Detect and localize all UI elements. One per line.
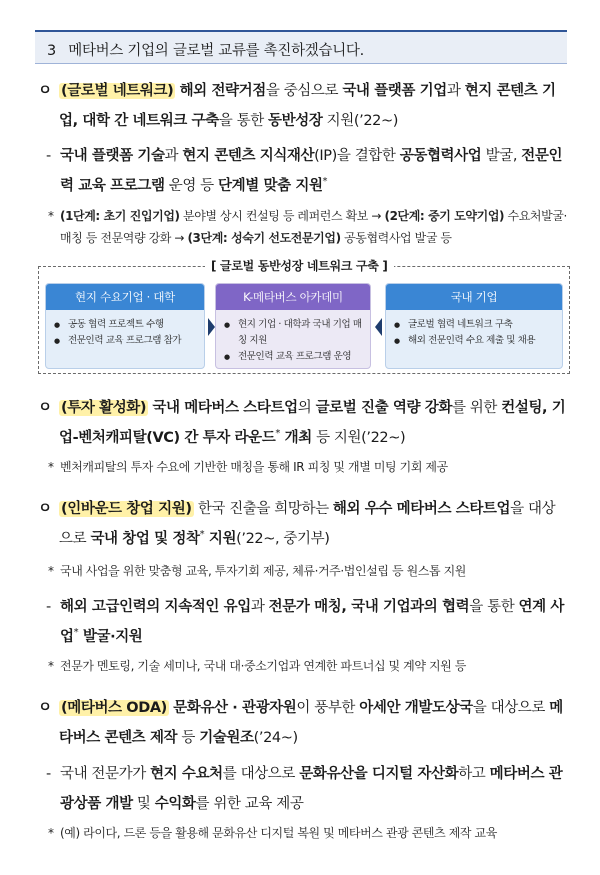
text: 과	[164, 148, 183, 164]
box-list-item: ● 해외 전문인력 수요 제출 및 채용	[394, 333, 556, 349]
text-bold: 단계별 맞춤 지원	[218, 178, 323, 194]
text: 지원(’22~)	[322, 113, 399, 129]
text: 및	[132, 796, 155, 812]
text: 과	[250, 599, 269, 615]
asterisk-marker: *	[48, 564, 54, 578]
sub-item-joint-projects	[46, 141, 568, 201]
text-bold: 개최	[279, 430, 312, 446]
bullet-icon: ㅇ	[38, 400, 52, 416]
text-bold: 현지 콘텐츠 기업, 대학 간 네트워크 구축	[59, 83, 556, 129]
text-bold: 국내 플랫폼 기업	[342, 83, 447, 99]
box-header: 현지 수요기업 · 대학	[46, 284, 204, 310]
note-text: 전문가 멘토링, 기술 세미나, 국내 대·중소기업과 연계한 파트너십 및 계약 지원 등	[60, 659, 466, 673]
bullet-icon: ㅇ	[38, 700, 52, 716]
text: 수요처발굴·매칭 등 전문역량 강화 →	[60, 209, 567, 245]
note-vc	[48, 456, 570, 478]
item-global-network	[38, 76, 568, 136]
text: 공동협력사업 발굴 등	[340, 231, 452, 245]
item-tag: (인바운드 창업 지원)	[61, 501, 192, 517]
footnote-mark: *	[275, 428, 280, 439]
text-bold: 연계 사업	[60, 599, 564, 645]
note-example	[48, 822, 570, 844]
diagram-title: [ 글로벌 동반성장 네트워크 구축 ]	[205, 257, 394, 274]
text-bold: 메타버스 콘텐츠 제작	[59, 700, 563, 746]
diagram-box-local-partners	[45, 283, 205, 369]
note-text: 벤처캐피탈의 투자 수요에 기반한 매칭을 통해 IR 피칭 및 개별 미팅 기회 제공	[60, 460, 448, 474]
diagram-box-academy	[215, 283, 371, 369]
text-bold: 문화유산 · 관광자원	[173, 700, 297, 716]
section-title: 메타버스 기업의 글로벌 교류를 촉진하겠습니다.	[68, 43, 364, 59]
text: 등 지원(’22~)	[311, 430, 406, 446]
text-bold: (1단계: 초기 진입기업)	[60, 209, 180, 223]
box-list-item: ● 글로벌 협력 네트워크 구축	[394, 317, 556, 333]
text: 운영 등	[164, 178, 218, 194]
sub-item-digital-heritage	[46, 759, 568, 819]
text-bold: 공동협력사업	[399, 148, 482, 164]
text: 을 통한	[218, 113, 269, 129]
text: 하고	[458, 766, 490, 782]
text: 을 대상으로	[472, 700, 550, 716]
text: 을 통한	[469, 599, 519, 615]
item-metaverse-oda	[38, 693, 568, 753]
text: 를 위한 교육 제공	[195, 796, 304, 812]
box-list-item: ● 현지 기업 · 대학과 국내 기업 매칭 지원	[224, 317, 364, 349]
footnote-mark: *	[199, 529, 205, 540]
footnote-mark: *	[322, 176, 328, 187]
dash-marker: -	[46, 148, 51, 164]
note-stages	[48, 205, 570, 249]
bullet-icon: ㅇ	[38, 501, 52, 517]
diagram-box-domestic	[385, 283, 563, 369]
text: 국내 전문가가	[60, 766, 151, 782]
text-bold: 발굴·지원	[78, 629, 143, 645]
section-number: 3	[47, 43, 56, 59]
note-onestop	[48, 560, 570, 582]
sub-item-talent	[46, 592, 568, 652]
note-mentoring	[48, 655, 570, 677]
asterisk-marker: *	[48, 460, 54, 474]
bullet-icon: ㅇ	[38, 83, 52, 99]
dash-marker: -	[46, 766, 51, 782]
text: 과	[446, 83, 465, 99]
text-bold: 해외 전략거점	[179, 83, 266, 99]
note-text: 국내 사업을 위한 맞춤형 교육, 투자기회 제공, 체류·거주·법인설립 등 원스톱 지원	[60, 564, 466, 578]
text-bold: 아세안 개발도상국	[359, 700, 473, 716]
text-bold: 해외 우수 메타버스 스타트업	[332, 501, 511, 517]
text: 발굴,	[481, 148, 522, 164]
text: 분야별 상시 컨설팅 등 레퍼런스 확보 →	[179, 209, 385, 223]
item-tag: (글로벌 네트워크)	[61, 83, 174, 99]
text: 의	[297, 400, 316, 416]
text-bold: 기술원조	[199, 730, 254, 746]
text-bold: 해외 고급인력의 지속적인 유입	[60, 599, 251, 615]
text: 등	[177, 730, 200, 746]
text-bold: 동반성장	[268, 113, 323, 129]
arrow-left-icon	[375, 318, 382, 336]
text: 이 풍부한	[296, 700, 360, 716]
text-bold: 메타버스 관광상품 개발	[60, 766, 563, 812]
text-bold: 현지 콘텐츠 지식재산	[182, 148, 315, 164]
text-bold: 전문인력 교육 프로그램	[60, 148, 563, 194]
network-diagram	[38, 259, 570, 374]
dash-marker: -	[46, 599, 51, 615]
section-heading	[35, 30, 567, 64]
text: 한국 진출을 희망하는	[193, 501, 333, 517]
text-bold: (3단계: 성숙기 선도전문기업)	[187, 231, 341, 245]
text-bold: 현지 수요처	[150, 766, 223, 782]
box-header: K-메타버스 아카데미	[216, 284, 370, 310]
asterisk-marker: *	[48, 826, 54, 840]
asterisk-marker: *	[48, 209, 54, 223]
text-bold: 글로벌 진출 역량 강화	[315, 400, 452, 416]
box-list-item: ● 공동 협력 프로젝트 수행	[54, 317, 198, 333]
item-investment	[38, 393, 568, 453]
text-bold: 국내 메타버스 스타트업	[152, 400, 298, 416]
text: (’24~)	[253, 730, 298, 746]
text: 을 대상으로	[59, 501, 556, 547]
text-bold: 지원	[204, 531, 237, 547]
box-list-item: ● 전문인력 교육 프로그램 운영	[224, 349, 364, 365]
text-bold: 수익화	[154, 796, 196, 812]
item-inbound-startup	[38, 494, 568, 554]
text-bold: 전문가 매칭, 국내 기업과의 협력	[268, 599, 470, 615]
text: (IP)을 결합한	[314, 148, 400, 164]
text-bold: (2단계: 중기 도약기업)	[384, 209, 505, 223]
text: 을 중심으로	[265, 83, 343, 99]
asterisk-marker: *	[48, 659, 54, 673]
note-text: (예) 라이다, 드론 등을 활용해 문화유산 디지털 복원 및 메타버스 관광 콘텐츠 제작 교육	[60, 826, 497, 840]
item-tag: (투자 활성화)	[61, 400, 147, 416]
box-header: 국내 기업	[386, 284, 562, 310]
item-tag: (메타버스 ODA)	[61, 700, 167, 716]
footnote-mark: *	[73, 627, 79, 638]
text-bold: 국내 창업 및 정착	[90, 531, 200, 547]
text-bold: 국내 플랫폼 기술	[60, 148, 165, 164]
arrow-right-icon	[208, 318, 215, 336]
text: 를 대상으로	[222, 766, 300, 782]
text-bold: 컨설팅, 기업-벤처캐피탈(VC) 간 투자 라운드	[59, 400, 566, 446]
text: (’22~, 중기부)	[236, 531, 330, 547]
text-bold: 문화유산을 디지털 자산화	[299, 766, 459, 782]
text: 를 위한	[451, 400, 502, 416]
box-list-item: ● 전문인력 교육 프로그램 참가	[54, 333, 198, 349]
